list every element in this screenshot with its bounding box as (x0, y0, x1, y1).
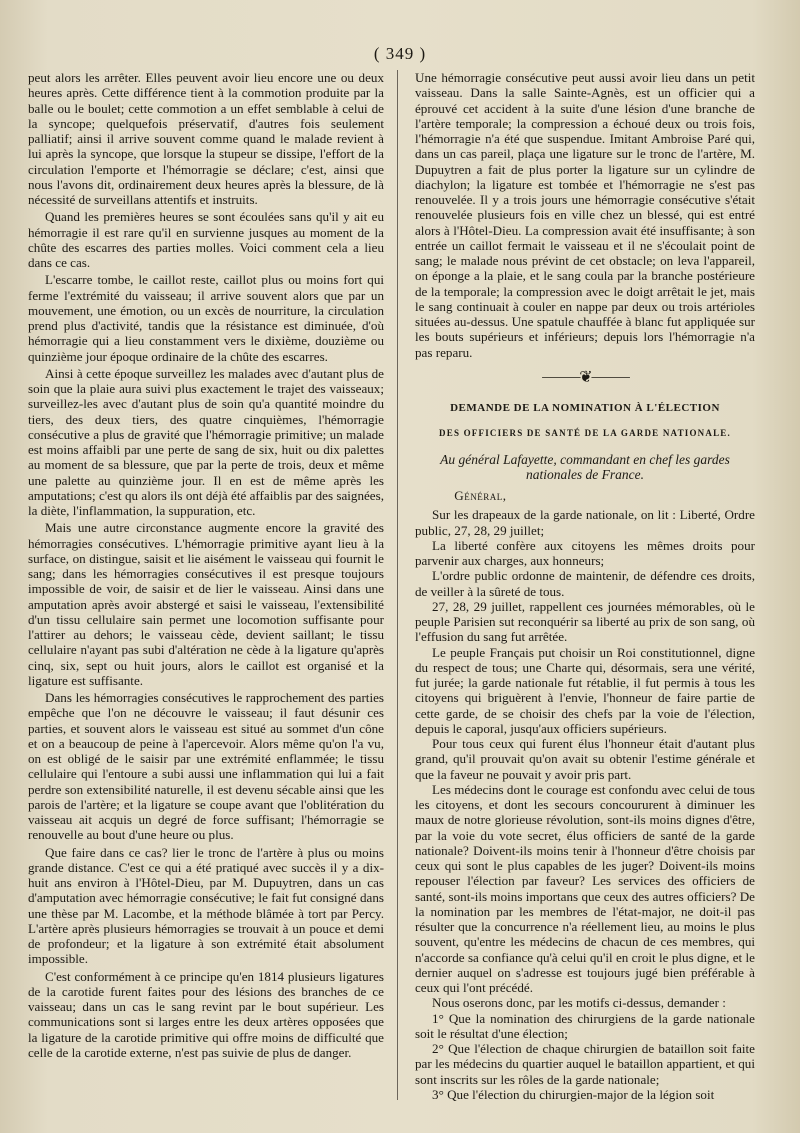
paragraph: Pour tous ceux qui furent élus l'honneur était d'autant plus grand, qu'il prouvait qu'on avait su obtenir l'estime générale et que la faveur ne pouvait y avoir pris part. (415, 736, 755, 782)
paragraph: Nous oserons donc, par les motifs ci-dessus, demander : (432, 995, 726, 1011)
ornamental-divider: ⸻❦⸻ (541, 368, 629, 386)
paragraph: Que faire dans ce cas? lier le tronc de l'artère à plus ou moins grande distance. C'est ce qui a été pratiqué avec succès il y a dix-huit ans environ à l'Hôtel-Dieu, par M. Dupuytren, dans un cas d'amputation avec hémorragie consécutive; le fait fut consigné dans une thèse par M. Lacombe, et la méthode blâmée à tort par Percy. L'artère après plusieurs hémorragies se trouvait à un pouce et demi de profondeur; et la ligature à son extrémité était absolument impossible. (28, 844, 384, 967)
paragraph: L'ordre public ordonne de maintenir, de défendre ces droits, de veiller à la sûreté de tous. (415, 568, 755, 599)
paragraph: Quand les premières heures se sont écoulées sans qu'il y ait eu hémorragie il est rare qu'il en survienne jusques au moment de la chûte des escarres des parties molles. Voici comment cela a lieu dans ce cas. (28, 209, 384, 270)
left-column (28, 70, 384, 1060)
paragraph: C'est conformément à ce principe qu'en 1814 plusieurs ligatures de la carotide furent faites pour des lésions des branches de ce vaisseau; dans un cas le sang revint par le bout supérieur. Les communications sont si larges entre les deux artères opposées que la ligature de la carotide primitive qui offre moins de difficulté que celle de la carotide externe, n'est pas suivie de plus de danger. (28, 968, 384, 1060)
paragraph: 1° Que la nomination des chirurgiens de la garde nationale soit le résultat d'une élection; (415, 1010, 755, 1041)
article-subheading: DES OFFICIERS DE SANTÉ DE LA GARDE NATIONALE. (439, 428, 731, 439)
paragraph: Dans les hémorragies consécutives le rapprochement des parties empêche que l'on ne découvre le vaisseau; il faut désunir ces parties, et souvent alors le vaisseau est situé au sommet d'un cône et on a beaucoup de peine à l'apercevoir. Alors même qu'on l'a vu, on est obligé de le saisir par une extrémité enflammée; le tissu cellulaire qui l'entoure a subi aussi une inflammation qui lui a fait perdre son extensibilité naturelle, il est devenu sécable ainsi que les parois de l'artère; et la ligature se coupe avant que l'oblitération du vaisseau ait acquis un degré de force suffisant; l'hémorragie se renouvelle au bout d'une heure ou plus. (28, 690, 384, 843)
article-heading: DEMANDE DE LA NOMINATION À L'ÉLECTION (450, 402, 720, 414)
page-number: ( 349 ) (373, 44, 427, 63)
paragraph: Sur les drapeaux de la garde nationale, on lit : Liberté, Ordre public, 27, 28, 29 juillet; (415, 507, 755, 538)
paragraph: Les médecins dont le courage est confondu avec celui de tous les citoyens, et dont les secours concoururent à diminuer les maux de notre glorieuse révolution, sont-ils moins dignes d'être, par la voie du vote secret, élus officiers de santé de la garde nationale? Doivent-ils moins tenir à l'honneur d'être choisis par ceux qui sont le plus capables de les juger? Doivent-ils moins repouser l'élection par faveur? Les services des officiers de santé, sont-ils moins importans que ceux des autres officiers? De la nomination par les membres de l'état-major, ne doit-il pas résulter que la concurrence n'a réellement lieu, au moins le plus souvent, qu'entre les médecins de chacun de ces membres, qui n'accorde sa confiance qu'à celui qu'il en croit le plus digne, et le dernier auquel on s'adresse est toujours jugé bien préférable à ceux qui l'ont précédé. (415, 781, 755, 995)
paragraph: Ainsi à cette époque surveillez les malades avec d'autant plus de soin que la plaie aura suivi plus exactement le trajet des vaisseaux; surveillez-les avec d'autant plus de soin qu'a quantité moindre du tiers, des deux tiers, des quatre cinquièmes, l'hémorragie consécutive a plus de gravité que l'hémorragie primitive; un malade est moins affaibli par une perte de sang de six, huit ou dix palettes au moment de sa blessure, que par la perte de trois, deux et même une palette au quinzième jour. Il en est de même après les amputations; c'est qu alors ils ont déjà été affaiblis par des saignées, la diète, l'inflammation, la suppuration, etc. (28, 365, 384, 518)
paragraph: La liberté confère aux citoyens les mêmes droits pour parvenir aux charges, aux honneurs; (415, 537, 755, 568)
right-column (415, 70, 755, 1102)
paragraph: 3° Que l'élection du chirurgien-major de la légion soit (432, 1086, 715, 1102)
letter-address: Au général Lafayette, commandant en chef les gardes nationales de France. (440, 451, 730, 482)
paragraph: Une hémorragie consécutive peut aussi avoir lieu dans un petit vaisseau. Dans la salle Sainte-Agnès, est un officier qui a éprouvé cet accident à la suite d'une lésion d'une branche de l'artère temporale; la compression a échoué deux ou trois fois, l'hémorragie n'a été que suspendue. Imitant Ambroise Paré qui, dans un cas pareil, plaça une ligature sur le tronc de l'artère, M. Dupuytren a fait de plus porter la ligature sur un cylindre de diachylon; la ligature est tombée et l'hémorragie ne s'est pas renouvelée. Il y a trois jours une hémorragie consécutive s'était renouvelée plusieurs fois en ville chez un blessé, qui est entré alors à l'Hôtel-Dieu. La compression avait été insuffisante; à son entrée un caillot fermait le vaisseau et il ne s'écoulait point de sang; le malade nous prévint de cet obstacle; on leva l'appareil, on éponge a la plaie, et le sang coula par la branche postérieure de la temporale; la compression avec le doigt arrêtait le jet, mais le sang continuait à couler en nappe par deux ou trois artérioles situées au-dessus. Une spatule chauffée à blanc fut appliquée sur les bouts supérieurs et inférieurs; depuis lors l'hémorragie n'a pas reparu. (415, 70, 755, 360)
letter-salutation: Général, (454, 488, 507, 503)
paragraph: 2° Que l'élection de chaque chirurgien de bataillon soit faite par les médecins du quartier auquel le bataillon appartient, et qui sont inscrits sur les rôles de la garde nationale; (415, 1041, 755, 1087)
paragraph: 27, 28, 29 juillet, rappellent ces journées mémorables, où le peuple Parisien sut reconquérir sa liberté au prix de son sang, où l'effusion du sang fut arrêtée. (415, 598, 755, 645)
paragraph: Le peuple Français put choisir un Roi constitutionnel, digne du respect de tous; une Charte qui, désormais, sera une vérité, fut jurée; la garde nationale fut rétablie, il fut permis à tous les citoyens qui briguèrent à l'envie, l'honneur de faire partie de cette garde, de se choisir des chefs par la voie de l'élection, depuis le caporal, jusqu'aux officiers supérieurs. (415, 644, 755, 736)
paragraph: Mais une autre circonstance augmente encore la gravité des hémorragies consécutives. L'hémorragie primitive ayant lieu à la surface, on distingue, saisit et lie aisément le vaisseau qui fournit le sang; dans les hémorragies consécutives il est presque toujours impossible de voir, de saisir et de lier le vaisseau. Ainsi dans une amputation après avoir abstergé et saisi le vaisseau, l'extensibilité d'un tissu cellulaire sain permet une locomotion suffisante pour l'attirer au dehors; le vaisseau cède, devient saillant; le tissu cellulaire n'ayant pas subi d'altération ne cède à la ligature qu'après cinq, six, sept ou huit jours, alors le caillot est organisé et la ligature est suffisante. (28, 520, 384, 688)
paragraph: L'escarre tombe, le caillot reste, caillot plus ou moins fort qui ferme l'extrémité du vaisseau; il arrive souvent alors que par un mouvement, une émotion, ou un excès de nourriture, la circulation prend plus d'activité, tandis que la résistance est diminuée, d'où hémorragie qui a lieu constamment vers le dixième, douzième ou quinzième jour époque ordinaire de la chûte des escarres. (28, 272, 384, 364)
column-divider (397, 70, 398, 1100)
paragraph: peut alors les arrêter. Elles peuvent avoir lieu encore une ou deux heures après. Cette différence tient à la commotion produite par la balle ou le boulet; cette commotion a un effet semblable à celui de la syncope; quelquefois préservatif, d'autres fois seulement palliatif; ainsi il arrive souvent comme quand le malade revient à lui après la syncope, que lorsque la stupeur se dissipe, l'effort de la circulation l'emporte et l'hémorragie se déclare; c'est, ainsi que nous l'avons dit, ordinairement deux heures après la blessure, de là nécessité de surveillans attentifs et instruits. (28, 70, 384, 207)
